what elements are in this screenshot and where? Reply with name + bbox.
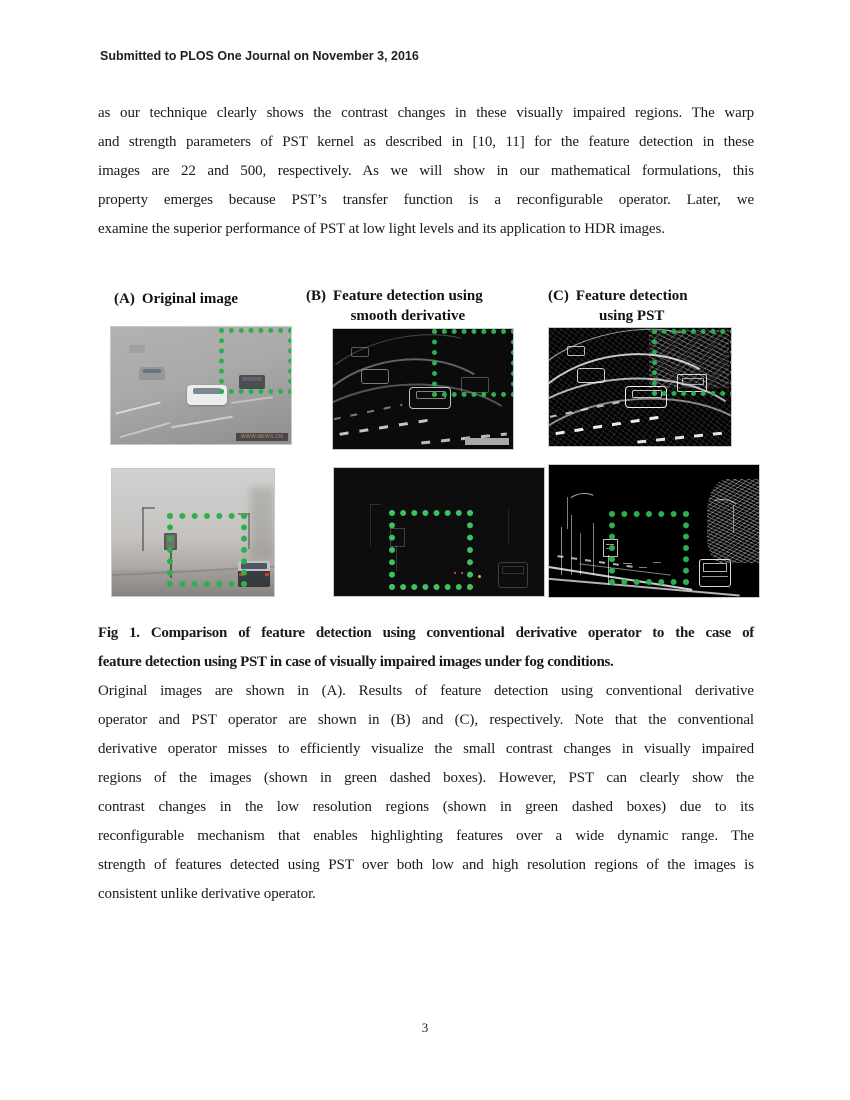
page-number: 3 (421, 1020, 429, 1035)
car-far (129, 345, 145, 353)
green-dashed-box (609, 511, 689, 585)
intro-paragraph (98, 99, 754, 244)
taillight-dot (478, 575, 481, 578)
car-outline (361, 369, 389, 384)
lamp-edge (564, 491, 602, 520)
green-dashed-box (652, 329, 732, 396)
caption-line: reconfigurable mechanism that enables highlighting features over a wide dynamic range. The (98, 828, 754, 844)
caption-bold-line: feature detection using PST in case of visually impaired images under fog conditions. (98, 654, 614, 670)
figure-image-pst-road (548, 464, 760, 598)
caption-line: consistent unlike derivative operator. (98, 886, 316, 902)
paragraph-line: images are 22 and 500, respectively. As we will show in our mathematical formulations, this (98, 163, 754, 179)
car-gray (139, 367, 165, 380)
green-dashed-box (219, 328, 292, 394)
car-outline (567, 346, 585, 356)
column-label: Feature detection (575, 288, 688, 304)
lane-marking (231, 396, 273, 404)
paragraph-line: property emerges because PST’s transfer function is a reconfigurable operator. Later, we (98, 192, 754, 208)
lamp-edge (567, 497, 568, 529)
figure-image-derivative-highway (332, 328, 514, 450)
figure-image-original-highway (110, 326, 292, 445)
figure-image-original-road (111, 468, 275, 597)
figure-column-label-b (306, 286, 483, 326)
column-label: using PST (598, 308, 665, 324)
paragraph-line: and strength parameters of PST kernel as described in [10, 11] for the feature detection in these (98, 134, 754, 150)
street-lamp-arm (370, 504, 381, 505)
paragraph-line: as our technique clearly shows the contrast changes in these visually impaired regions. The warp (98, 105, 754, 121)
column-label: Feature detection using (333, 288, 483, 304)
lane-marking (171, 416, 232, 429)
column-prefix: (B) (306, 288, 326, 304)
figure-image-pst-highway (548, 327, 732, 447)
caption-line: strength of features detected using PST over both low and high resolution regions of the images is (98, 857, 754, 873)
column-prefix: (A) (114, 291, 135, 307)
figure-column-label-a (114, 289, 238, 309)
watermark (465, 438, 509, 445)
pole-edge (593, 523, 594, 575)
pole-edge (580, 533, 581, 575)
caption-line: contrast changes in the low resolution regions (shown in green dashed boxes) due to its (98, 799, 754, 815)
tree-edges (707, 479, 759, 563)
column-label: Original image (141, 291, 239, 307)
green-dashed-box (389, 510, 473, 590)
lane-marking (115, 401, 160, 414)
green-dashed-box (432, 329, 514, 397)
watermark: WWW.NEWS.CN (236, 433, 288, 441)
car-outline (699, 559, 731, 587)
figure-column-label-c (548, 286, 688, 326)
submission-note: Submitted to PLOS One Journal on November 3, 2016 (100, 49, 419, 63)
caption-line: Original images are shown in (A). Results of feature detection using conventional derivative (98, 683, 754, 699)
caption-line: operator and PST operator are shown in (B) and (C), respectively. Note that the conventional (98, 712, 754, 728)
street-lamp (508, 508, 509, 544)
car-outline (577, 368, 605, 383)
figure-caption (98, 619, 754, 909)
column-label: smooth derivative (350, 308, 466, 324)
caption-line: derivative operator misses to efficiently visualize the small contrast changes in visually impaired (98, 741, 754, 757)
figure-image-derivative-road (333, 467, 545, 597)
paragraph-line: examine the superior performance of PST at low light levels and its application to HDR images. (98, 221, 665, 237)
lane-marking (120, 422, 171, 438)
street-lamp (370, 504, 371, 546)
car-outline (498, 562, 528, 588)
green-dashed-box (167, 513, 247, 587)
car-outline (351, 347, 369, 357)
caption-line: regions of the images (shown in green dashed boxes). However, PST can clearly show the (98, 770, 754, 786)
pole-edge (571, 515, 572, 575)
caption-bold-line: Fig 1. Comparison of feature detection using conventional derivative operator to the case of (98, 625, 754, 641)
column-prefix: (C) (548, 288, 569, 304)
